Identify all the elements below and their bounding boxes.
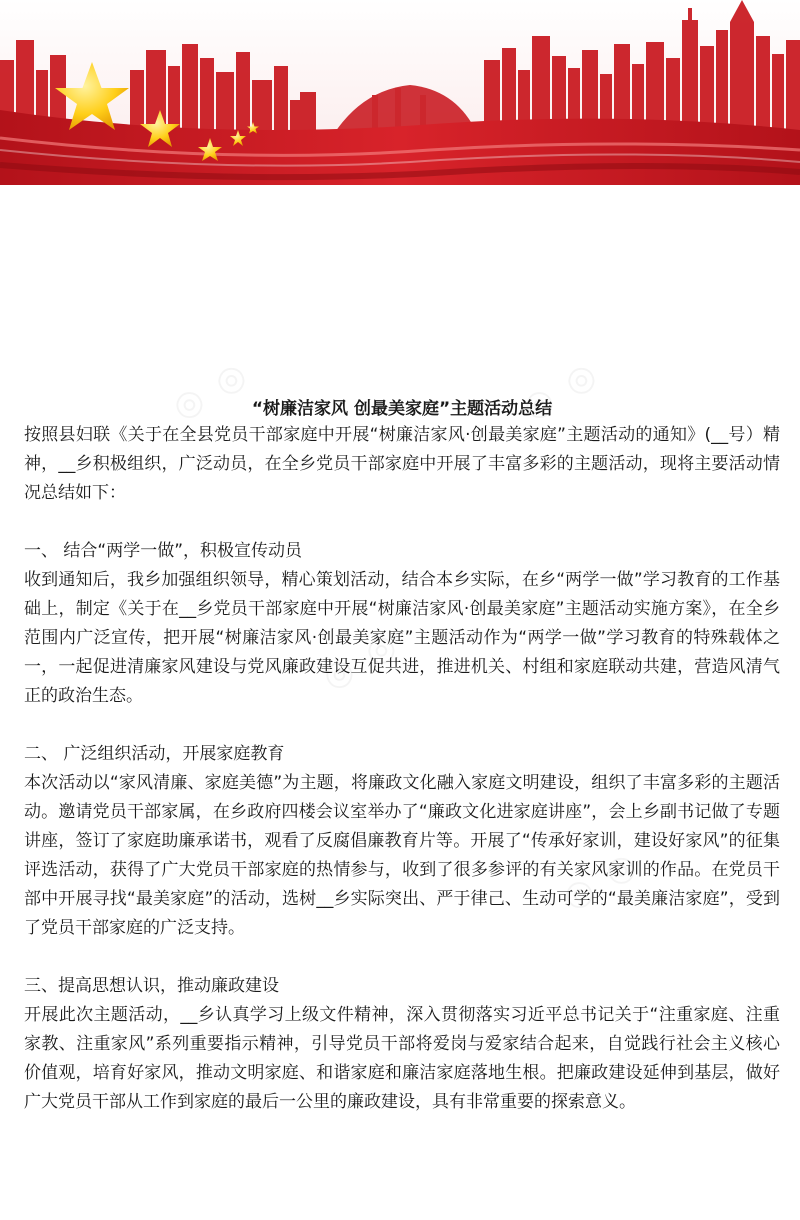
- section-heading-3: 三、提高思想认识，推动廉政建设: [24, 976, 279, 996]
- section-body-2: 本次活动以“家风清廉、家庭美德”为主题，将廉政文化融入家庭文明建设，组织了丰富多彩的主题活动。邀请党员干部家属，在乡政府四楼会议室举办了“廉政文化进家庭讲座”，会上乡副书记做了专题讲座，签订了家庭助廉承诺书，观看了反腐倡廉教育片等。开展了“传承好家训，建设好家风”的征集评选活动，获得了广大党员干部家庭的热情参与，收到了很多参评的有关家风家训的作品。在党员干部中开展寻找“最美家庭”的活动，选树__乡实际突出、严于律己、生动可学的“最美廉洁家庭”，受到了党员干部家庭的广泛支持。: [24, 773, 780, 938]
- section-heading-2: 二、 广泛组织活动，开展家庭教育: [24, 744, 285, 764]
- section-body-1: 收到通知后，我乡加强组织领导，精心策划活动，结合本乡实际，在乡“两学一做”学习教育的工作基础上，制定《关于在__乡党员干部家庭中开展“树廉洁家风·创最美家庭”主题活动实施方案》，在全乡范围内广泛宣传，把开展“树廉洁家风·创最美家庭”主题活动作为“两学一做”学习教育的特殊载体之一，一起促进清廉家风建设与党风廉政建设互促共进，推进机关、村组和家庭联动共建，营造风清气正的政治生态。: [24, 570, 780, 706]
- intro-paragraph: 按照县妇联《关于在全县党员干部家庭中开展“树廉洁家风·创最美家庭”主题活动的通知》(__号）精神，__乡积极组织，广泛动员，在全乡党员干部家庭中开展了丰富多彩的主题活动，现将主要活动情况总结如下：: [24, 425, 780, 503]
- section-body-3: 开展此次主题活动，__乡认真学习上级文件精神，深入贯彻落实习近平总书记关于“注重家庭、注重家教、注重家风”系列重要指示精神，引导党员干部将爱岗与爱家结合起来，自觉践行社会主义核心价值观，培育好家风，推动文明家庭、和谐家庭和廉洁家庭落地生根。把廉政建设延伸到基层，做好广大党员干部从工作到家庭的最后一公里的廉政建设，具有非常重要的探索意义。: [24, 1005, 780, 1112]
- document-title: “树廉洁家风 创最美家庭”主题活动总结: [251, 399, 553, 419]
- document-body: [24, 397, 780, 1117]
- section-heading-1: 一、 结合“两学一做”，积极宣传动员: [24, 541, 303, 561]
- party-city-banner: [0, 0, 800, 185]
